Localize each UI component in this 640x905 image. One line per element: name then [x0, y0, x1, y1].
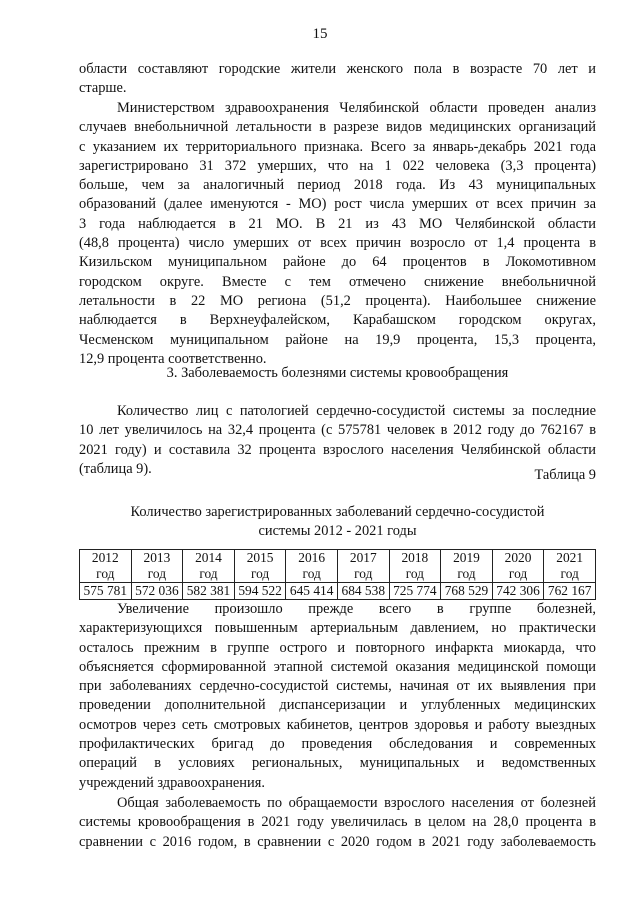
- table-header-cell: 2018: [389, 550, 441, 567]
- text-line: сравнении с 2016 годом, в сравнении с 2020 годом в 2021 году заболеваемость: [79, 833, 596, 850]
- table-label: Таблица 9: [534, 467, 596, 483]
- table-cell: 575 781: [80, 583, 132, 600]
- table-cell: 762 167: [544, 583, 596, 600]
- table-cell: 572 036: [131, 583, 183, 600]
- table-header-cell: 2013: [131, 550, 183, 567]
- text-line: Министерством здравоохранения Челябинской области проведен анализ: [117, 100, 596, 116]
- text-line: Кизильском муниципальном районе до 64 процентов в Локомотивном: [79, 254, 596, 271]
- text-line: операций в условиях региональных, муниципальных и ведомственных: [79, 755, 596, 772]
- text-line: системы кровообращения в 2021 году увеличилась в целом на 28,0 процента в: [79, 814, 596, 831]
- text-line: осталось прежним в группе острого и повторного инфаркта миокарда, что: [79, 639, 596, 656]
- table-header-cell: 2014: [183, 550, 235, 567]
- table-title: [79, 503, 596, 542]
- table-header-cell: год: [234, 566, 286, 583]
- text-line: при заболеваниях сердечно-сосудистой системы, начиная от их выявления при: [79, 678, 596, 695]
- table-header-cell: год: [492, 566, 544, 583]
- table-cell: 742 306: [492, 583, 544, 600]
- table-header-row-years: [80, 550, 596, 567]
- paragraph-continuation: [79, 60, 596, 99]
- data-table: [79, 549, 596, 600]
- table-header-cell: год: [544, 566, 596, 583]
- text-line: характеризующихся повышенным артериальным давлением, но практически: [79, 620, 596, 637]
- text-line: проведении дополнительной диспансеризации и углубленных медицинских: [79, 697, 596, 714]
- text-line: старше.: [79, 80, 127, 97]
- paragraph-general-morbidity: [79, 794, 596, 852]
- text-line: области составляют городские жители женского пола в возрасте 70 лет и: [79, 61, 596, 77]
- text-line: (таблица 9).: [79, 460, 152, 477]
- section-heading-text: 3. Заболеваемость болезнями системы кровообращения: [166, 365, 509, 381]
- table-title-line: Количество зарегистрированных заболеваний сердечно-сосудистой: [130, 504, 545, 520]
- text-line: 3 года наблюдается в 21 МО. В 21 из 43 МО Челябинской области: [79, 215, 596, 232]
- table-header-cell: год: [337, 566, 389, 583]
- text-line: летальности в 22 МО региона (51,2 процента). Наибольшее снижение: [79, 292, 596, 309]
- table-header-cell: год: [80, 566, 132, 583]
- text-line: осмотров через сеть смотровых кабинетов, центров здоровья и работу выездных: [79, 716, 596, 733]
- text-line: Чесменском муниципальном районе на 19,9 процента, 15,3 процента,: [79, 331, 596, 348]
- table-header-cell: 2017: [337, 550, 389, 567]
- text-line: профилактических бригад до проведения обследования и современных: [79, 736, 596, 753]
- table-cell: 768 529: [441, 583, 493, 600]
- text-line: образований (далее именуются - МО) рост числа умерших от всех причин за: [79, 196, 596, 213]
- table-row: [80, 583, 596, 600]
- text-line: Общая заболеваемость по обращаемости взрослого населения от болезней: [117, 795, 596, 811]
- table-cell: 645 414: [286, 583, 338, 600]
- table-cell: 725 774: [389, 583, 441, 600]
- text-line: зарегистрировано 31 372 умерших, что на 1 022 человека (3,3 процента): [79, 157, 596, 174]
- table-header-cell: 2020: [492, 550, 544, 567]
- text-line: 2021 году) и составила 32 процента взрослого населения Челябинской области: [79, 441, 596, 458]
- text-line: (48,8 процента) число умерших от всех причин возросло от 1,4 процента в: [79, 235, 596, 252]
- table-header-cell: год: [389, 566, 441, 583]
- text-line: с указанием их территориального признака. Всего за январь-декабрь 2021 года: [79, 138, 596, 155]
- table-header-cell: 2016: [286, 550, 338, 567]
- text-line: объясняется сформированной этапной системой оказания медицинской помощи: [79, 658, 596, 675]
- table-header-cell: год: [286, 566, 338, 583]
- table-header-row-unit: [80, 566, 596, 583]
- paragraph-increase-explanation: [79, 600, 596, 793]
- text-line: наблюдается в Верхнеуфалейском, Карабашском городском округах,: [79, 312, 596, 329]
- page-number: 15: [312, 26, 328, 42]
- table-label-block: [79, 466, 596, 485]
- table-header-cell: год: [441, 566, 493, 583]
- text-line: Количество лиц с патологией сердечно-сосудистой системы за последние: [117, 403, 596, 419]
- table-header-cell: год: [131, 566, 183, 583]
- table-header-cell: 2021: [544, 550, 596, 567]
- table-header-cell: 2019: [441, 550, 493, 567]
- table-cell: 684 538: [337, 583, 389, 600]
- table-header-cell: 2012: [80, 550, 132, 567]
- table-wrapper: [79, 549, 596, 600]
- text-line: 12,9 процента соответственно.: [79, 350, 267, 367]
- paragraph-mortality-analysis: [79, 99, 596, 369]
- text-line: учреждений здравоохранения.: [79, 774, 265, 791]
- text-line: Увеличение произошло прежде всего в группе болезней,: [117, 601, 596, 617]
- table-cell: 594 522: [234, 583, 286, 600]
- table-header-cell: 2015: [234, 550, 286, 567]
- text-line: 10 лет увеличилось на 32,4 процента (с 575781 человек в 2012 году до 762167 в: [79, 422, 596, 439]
- text-line: больше, чем за аналогичный период 2018 года. Из 43 муниципальных: [79, 177, 596, 194]
- section-heading: [79, 364, 596, 383]
- table-title-line: системы 2012 - 2021 годы: [258, 523, 417, 540]
- table-cell: 582 381: [183, 583, 235, 600]
- text-line: случаев внебольничной летальности в разрезе видов медицинских организаций: [79, 119, 596, 136]
- text-line: городском округе. Вместе с тем отмечено снижение внебольничной: [79, 273, 596, 290]
- table-header-cell: год: [183, 566, 235, 583]
